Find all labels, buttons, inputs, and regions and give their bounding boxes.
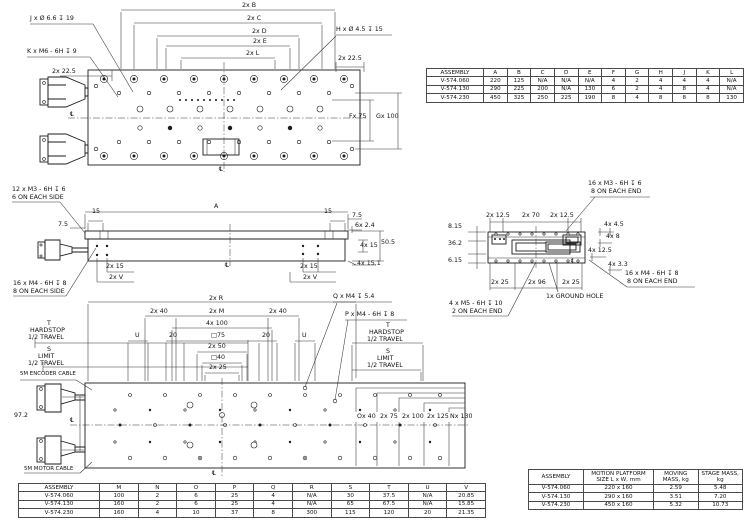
dim-225-left-label: 2x 22.5 [52, 68, 76, 75]
table-row [427, 85, 744, 93]
callout-4xm5-note: 2 ON EACH END [452, 308, 503, 315]
dim-972-label: 97.2 [14, 412, 29, 419]
dim-4x33-label: 4x 3.3 [608, 261, 628, 268]
dim-2x15-left-label: 2x 15 [106, 263, 124, 270]
view-side [12, 202, 384, 296]
left-s-label: S [47, 346, 51, 353]
table-cell: 250 [531, 94, 555, 102]
table-cell: 2 [138, 500, 177, 508]
table-header-cell: STAGE MASS, kg [698, 470, 743, 485]
table-cell: 4 [696, 85, 720, 93]
dim-2xb-label: 2x B [242, 2, 257, 9]
table-cell: 4 [138, 509, 177, 517]
dim-u-r-label: U [302, 332, 307, 339]
table-cell: 30 [331, 492, 370, 500]
table-cell: 4 [649, 77, 673, 85]
table-cell: 21.35 [447, 509, 486, 517]
callout-16xm4-side-note: 8 ON EACH SIDE [13, 288, 65, 295]
right-half-travel-label: 1/2 TRAVEL [367, 336, 403, 343]
table-cell: 4 [696, 77, 720, 85]
table-row [529, 484, 743, 492]
table-cell: 10.73 [698, 501, 743, 509]
table-header-cell: Q [254, 484, 293, 492]
table-header-cell: ASSEMBLY [427, 69, 484, 77]
right-hardstop-label: HARDSTOP [369, 329, 404, 336]
table-cell: 8 [696, 94, 720, 102]
table-header-cell: G [625, 69, 649, 77]
table-cell: 220 x 160 [584, 484, 654, 492]
table-cell: 25 [215, 500, 254, 508]
table-row [529, 493, 743, 501]
centerline-symbol: ℄ [70, 111, 75, 118]
dim-a-label: A [214, 203, 219, 210]
dim-2x96-label: 2x 96 [528, 279, 546, 286]
table-cell: V-574.060 [19, 492, 100, 500]
table-row [529, 501, 743, 509]
dim-lines-side-view [70, 212, 384, 282]
dim-2xv-left-label: 2x V [109, 274, 124, 281]
callout-16xm4-side: 16 x M4 - 6H ↧ 8 [13, 280, 67, 287]
table-cell: 65 [331, 500, 370, 508]
table-cell: 8 [254, 509, 293, 517]
dim-sq75-label: □75 [211, 332, 225, 339]
table-cell: 10 [177, 509, 216, 517]
table-cell: N/A [531, 77, 555, 85]
table-cell: V-574.230 [427, 94, 484, 102]
table-cell: V-574.060 [427, 77, 484, 85]
table-cell: 4 [649, 85, 673, 93]
table-cell: 4 [673, 77, 697, 85]
centerline-symbol: ℄ [219, 166, 224, 173]
table-cell: 290 [484, 85, 508, 93]
dim-4x8-label: 4x 8 [606, 233, 620, 240]
table-cell: 4 [254, 500, 293, 508]
table-cell: 8 [649, 94, 673, 102]
table-cell: N/A [292, 500, 331, 508]
table-cell: 67.5 [370, 500, 409, 508]
table-header-cell: ASSEMBLY [529, 470, 584, 485]
right-half-travel-label: 1/2 TRAVEL [367, 362, 403, 369]
callout-ground-hole: 1x GROUND HOLE [546, 293, 604, 300]
connector-bottom-left [40, 134, 88, 164]
dim-2x50-label: 2x 50 [208, 343, 226, 350]
view-top-plan [27, 10, 402, 172]
table-cell: 4 [254, 492, 293, 500]
dim-815-label: 8.15 [448, 223, 463, 230]
callout-k-holes: K x M6 - 6H ↧ 9 [27, 48, 77, 55]
assembly-mass-table [528, 469, 743, 510]
encoder-cable-label: 5M ENCODER CABLE [20, 371, 76, 377]
dim-20-r-label: 20 [262, 332, 271, 339]
table-cell: V-574.230 [19, 509, 100, 517]
table-header-cell: P [215, 484, 254, 492]
table-cell: 2.59 [654, 484, 699, 492]
table-cell: N/A [720, 85, 744, 93]
dim-2x40-l-label: 2x 40 [150, 308, 168, 315]
table-cell: 5.48 [698, 484, 743, 492]
dim-20-l-label: 20 [169, 332, 178, 339]
table-header-cell: E [578, 69, 602, 77]
connector-top-left [40, 77, 88, 107]
dim-2xd-label: 2x D [252, 28, 267, 35]
table-cell: V-574.230 [529, 501, 584, 509]
table-header-cell: C [531, 69, 555, 77]
table-row [19, 509, 486, 517]
right-limit-label: LIMIT [377, 355, 394, 362]
table-cell: 8 [602, 94, 626, 102]
table-cell: 20 [408, 509, 447, 517]
table-cell: N/A [292, 492, 331, 500]
dim-15-right-label: 15 [324, 208, 333, 215]
table-cell: 37 [215, 509, 254, 517]
dim-2xr-label: 2x R [209, 295, 224, 302]
right-s-label: S [386, 348, 390, 355]
callout-12xm3: 12 x M3 - 6H ↧ 6 [12, 186, 66, 193]
dim-4x100-label: 4x 100 [206, 320, 228, 327]
table-header-cell: T [370, 484, 409, 492]
table-cell: 130 [578, 85, 602, 93]
centerline-symbol: ℄ [212, 470, 217, 477]
connector-encoder [37, 384, 85, 412]
table-row [19, 492, 486, 500]
dim-2x25-label: 2x 25 [209, 364, 227, 371]
callout-16xm4-end: 16 x M4 - 6H ↧ 8 [625, 270, 679, 277]
table-header-cell: S [331, 484, 370, 492]
table-header-cell: L [720, 69, 744, 77]
table-cell: 25 [215, 492, 254, 500]
table-cell: 125 [507, 77, 531, 85]
dim-2x25-r-label: 2x 25 [562, 279, 580, 286]
table-cell: 6 [602, 85, 626, 93]
callout-16xm3-end-note: 8 ON EACH END [591, 188, 642, 195]
table-cell: V-574.130 [19, 500, 100, 508]
table-header-cell: M [100, 484, 139, 492]
dim-2x125-l-label: 2x 12.5 [486, 212, 510, 219]
dim-2x125-r-label: 2x 12.5 [550, 212, 574, 219]
left-hardstop-label: HARDSTOP [30, 327, 65, 334]
dim-u-l-label: U [135, 332, 140, 339]
centerline-symbol: ℄ [571, 258, 576, 265]
dim-2x25-l-label: 2x 25 [491, 279, 509, 286]
table-cell: 200 [531, 85, 555, 93]
table-cell: 160 [100, 509, 139, 517]
table-cell: 2 [625, 77, 649, 85]
left-half-travel-label: 1/2 TRAVEL [28, 334, 64, 341]
table-header-cell: A [484, 69, 508, 77]
table-cell: 220 [484, 77, 508, 85]
dim-2xl-label: 2x L [246, 50, 260, 57]
dim-2x40-r-label: 2x 40 [269, 308, 287, 315]
callout-16xm3-end: 16 x M3 - 6H ↧ 6 [588, 180, 642, 187]
table-cell: 2 [138, 492, 177, 500]
table-header-cell: B [507, 69, 531, 77]
assembly-dimensions-table-abl [426, 68, 744, 103]
table-cell: N/A [554, 77, 578, 85]
dim-4x45-label: 4x 4.5 [604, 221, 624, 228]
table-cell: 20.85 [447, 492, 486, 500]
dim-ox40-label: Ox 40 [357, 413, 376, 420]
table-cell: 120 [370, 509, 409, 517]
table-cell: 5.32 [654, 501, 699, 509]
table-cell: 8 [673, 85, 697, 93]
assembly-dimensions-table-mv [18, 483, 486, 518]
table-cell: 6 [177, 492, 216, 500]
left-limit-label: LIMIT [38, 353, 55, 360]
table-header-cell: O [177, 484, 216, 492]
table-header-cell: F [602, 69, 626, 77]
dim-2x75-label: 2x 75 [380, 413, 398, 420]
centerline-symbol: ℄ [225, 262, 230, 269]
table-cell: N/A [578, 77, 602, 85]
callout-16xm4-end-note: 8 ON EACH END [627, 278, 678, 285]
left-t-label: T [47, 320, 51, 327]
dim-4x125-label: 4x 12.5 [588, 247, 612, 254]
table-cell: 3.51 [654, 493, 699, 501]
table-header-row [19, 484, 486, 492]
table-cell: 130 [720, 94, 744, 102]
table-header-cell: K [696, 69, 720, 77]
hole-pattern-bottom-view [114, 386, 442, 460]
table-cell: N/A [554, 85, 578, 93]
table-header-cell: MOVING MASS, kg [654, 470, 699, 485]
left-half-travel-label: 1/2 TRAVEL [28, 360, 64, 367]
table-cell: 300 [292, 509, 331, 517]
table-header-cell: R [292, 484, 331, 492]
table-cell: 37.5 [370, 492, 409, 500]
dim-fx75-label: Fx 75 [349, 113, 367, 120]
right-t-label: T [386, 322, 390, 329]
table-cell: 100 [100, 492, 139, 500]
table-header-row [529, 470, 743, 485]
dim-505-label: 50.5 [381, 239, 396, 246]
table-cell: 4 [602, 77, 626, 85]
dim-2xc-label: 2x C [247, 15, 262, 22]
connector-side [38, 240, 88, 260]
callout-q-holes: Q x M4 ↧ 5.4 [333, 293, 375, 300]
table-cell: V-574.130 [427, 85, 484, 93]
table-cell: 190 [578, 94, 602, 102]
dim-4x15-label: 4x 15 [360, 242, 378, 249]
table-cell: 115 [331, 509, 370, 517]
table-header-cell: H [649, 69, 673, 77]
dim-lines-bottom-view [35, 302, 465, 466]
dim-2xm-label: 2x M [209, 308, 225, 315]
table-cell: 7.20 [698, 493, 743, 501]
table-cell: 6 [177, 500, 216, 508]
dim-75-right-label: 7.5 [352, 212, 363, 219]
table-row [19, 500, 486, 508]
dim-2x125-label: 2x 125 [427, 413, 449, 420]
dim-2x70-label: 2x 70 [522, 212, 540, 219]
table-cell: V-574.060 [529, 484, 584, 492]
table-cell: 225 [554, 94, 578, 102]
dim-nx130-label: Nx 130 [450, 413, 473, 420]
table-cell: V-574.130 [529, 493, 584, 501]
table-header-cell: ASSEMBLY [19, 484, 100, 492]
table-header-cell: U [408, 484, 447, 492]
dim-2x100-label: 2x 100 [402, 413, 424, 420]
table-header-row [427, 69, 744, 77]
motor-cable-label: 5M MOTOR CABLE [24, 466, 74, 472]
table-cell: 450 [484, 94, 508, 102]
table-cell: 160 [100, 500, 139, 508]
table-header-cell: V [447, 484, 486, 492]
callout-h-holes: H x Ø 4.5 ↧ 15 [336, 26, 383, 33]
dim-2xe-label: 2x E [253, 38, 267, 45]
callout-j-holes: J x Ø 6.6 ↧ 19 [30, 15, 74, 22]
table-cell: 4 [625, 94, 649, 102]
dim-2x15-right-label: 2x 15 [300, 263, 318, 270]
dim-615-label: 6.15 [448, 257, 463, 264]
dim-15-left-label: 15 [92, 208, 101, 215]
table-cell: 2 [625, 85, 649, 93]
dim-75-left-label: 7.5 [58, 221, 69, 228]
table-header-cell: N [138, 484, 177, 492]
table-cell: 8 [673, 94, 697, 102]
table-cell: 290 x 160 [584, 493, 654, 501]
base-mechanism [492, 235, 581, 254]
dim-4x151-label: 4x 15.1 [357, 260, 381, 267]
callout-4xm5: 4 x M5 - 6H ↧ 10 [449, 300, 503, 307]
table-cell: N/A [408, 492, 447, 500]
table-row [427, 94, 744, 102]
dim-sq40-label: □40 [211, 354, 225, 361]
table-cell: 325 [507, 94, 531, 102]
centerline-symbol: ℄ [70, 417, 75, 424]
table-cell: N/A [720, 77, 744, 85]
table-cell: 15.85 [447, 500, 486, 508]
table-header-cell: J [673, 69, 697, 77]
callout-12xm3-note: 6 ON EACH SIDE [12, 194, 64, 201]
table-header-cell: MOTION PLATFORM SIZE L x W, mm [584, 470, 654, 485]
table-cell: 225 [507, 85, 531, 93]
hole-pattern-side-view [96, 245, 319, 256]
dim-gx100-label: Gx 100 [376, 113, 399, 120]
dim-225-right-label: 2x 22.5 [338, 55, 362, 62]
table-header-cell: D [554, 69, 578, 77]
dim-2xv-right-label: 2x V [303, 274, 318, 281]
dim-6x24-label: 6x 2.4 [355, 222, 375, 229]
table-cell: 450 x 160 [584, 501, 654, 509]
dim-362-label: 36.2 [448, 240, 463, 247]
table-row [427, 77, 744, 85]
table-cell: N/A [408, 500, 447, 508]
callout-p-holes: P x M4 - 6H ↧ 8 [345, 311, 395, 318]
